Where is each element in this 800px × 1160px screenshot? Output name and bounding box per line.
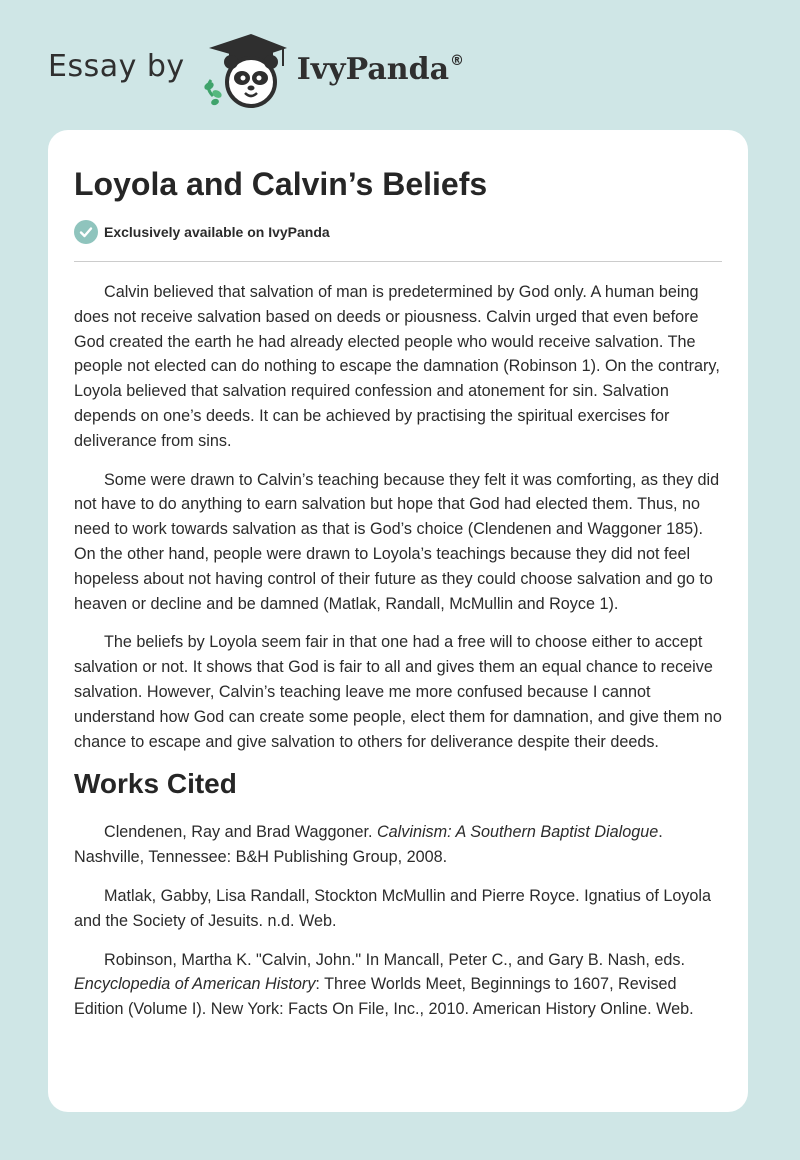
panda-graduate-logo-icon (201, 30, 289, 110)
registered-mark: ® (450, 52, 465, 69)
citation: Clendenen, Ray and Brad Waggoner. Calvinism: A Southern Baptist Dialogue. Nashville, Tennessee: B&H Publishing Group, 2008. (74, 823, 663, 867)
paragraph: Some were drawn to Calvin’s teaching because they felt it was comforting, as they did not have to do anything to earn salvation but hope that God had elected them. Thus, no need to work towards salvation as that is God’s choice (Clendenen and Waggoner 185). On the other hand, people were drawn to Loyola’s teachings because they did not feel hopeless about not having control of their future as they could choose salvation and go to heaven or decline and be damned (Matlak, Randall, McMullin and Royce 1). (74, 470, 720, 613)
paragraph: Calvin believed that salvation of man is predetermined by God only. A human being does not receive salvation based on deeds or piousness. Calvin urged that even before God created the earth he had already elected people who would receive salvation. The people not elected can do nothing to escape the damnation (Robinson 1). On the contrary, Loyola believed that salvation required confession and atonement for sin. Salvation depends on one’s deeds. It can be achieved by practising the spiritual exercises for deliverance from sins. (74, 283, 720, 450)
brand-name: IvyPanda® (296, 51, 465, 87)
paragraph: The beliefs by Loyola seem fair in that one had a free will to choose either to accept salvation or not. It shows that God is fair to all and gives them an equal chance to receive salvation. However, Calvin’s teaching leave me more confused because I cannot understand how God can create some people, elect them for damnation, and give them no chance to escape and give salvation to others for deliverance despite their deeds. (74, 633, 722, 751)
exclusive-badge (74, 220, 330, 244)
divider (74, 261, 722, 262)
essay-by-label: Essay by (48, 48, 185, 84)
essay-body (74, 280, 724, 1036)
exclusive-label: Exclusively available on IvyPanda (104, 224, 330, 240)
citation: Robinson, Martha K. "Calvin, John." In Mancall, Peter C., and Gary B. Nash, eds. Encyclopedia of American History: Three Worlds Meet, Beginnings to 1607, Revised Edition (Volume I). New York: Facts On File, Inc., 2010. American History Online. Web. (74, 950, 694, 1019)
works-cited-heading: Works Cited (74, 768, 237, 800)
check-circle-icon (74, 220, 98, 244)
essay-card (48, 130, 748, 1112)
page-title: Loyola and Calvin’s Beliefs (74, 166, 488, 202)
brand-header (48, 30, 464, 110)
citation: Matlak, Gabby, Lisa Randall, Stockton McMullin and Pierre Royce. Ignatius of Loyola and the Society of Jesuits. n.d. Web. (74, 886, 712, 930)
